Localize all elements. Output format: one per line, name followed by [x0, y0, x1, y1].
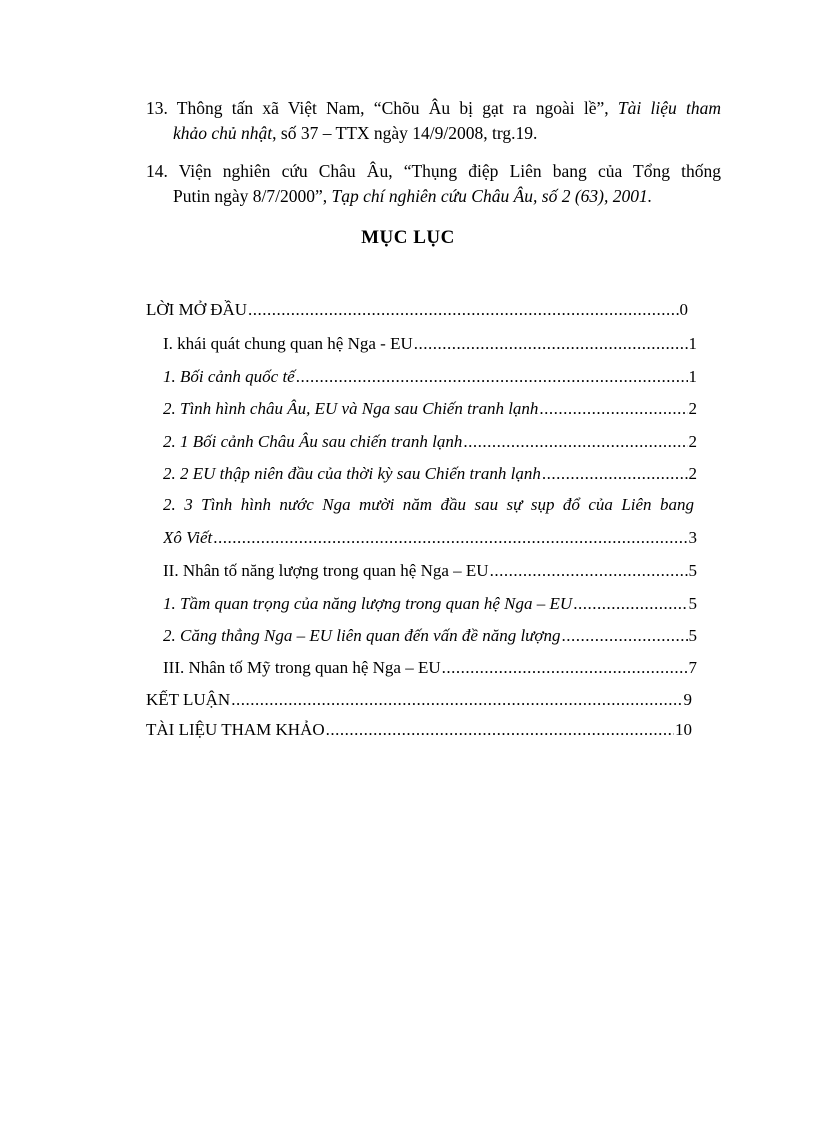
toc-entry[interactable]: [163, 625, 697, 647]
toc-entry-page: 1: [688, 334, 697, 353]
toc-entry[interactable]: [146, 689, 692, 711]
toc-entry[interactable]: [146, 299, 688, 321]
toc-leader-dots: [573, 593, 687, 615]
toc-entry-page: 2: [688, 464, 697, 483]
toc-entry[interactable]: [163, 657, 697, 679]
reference-13-text: 13. Thông tấn xã Việt Nam, “Chõu Âu bị gạt ra ngoài lề”,: [146, 98, 609, 118]
toc-leader-dots: [463, 431, 687, 453]
reference-13-line-2: [146, 121, 721, 146]
reference-14-italic-2: Tạp chí nghiên cứu Châu Âu, số 2 (63), 2001.: [331, 186, 653, 206]
toc-leader-dots: [296, 366, 688, 388]
toc-entry[interactable]: [163, 366, 697, 388]
toc-entry-page: 10: [675, 720, 692, 739]
reference-14-line-1: [146, 159, 721, 184]
reference-13-italic-2: khảo chủ nhật: [173, 123, 273, 143]
toc-entry[interactable]: [163, 593, 697, 615]
toc-leader-dots: [442, 657, 688, 679]
toc-entry[interactable]: [146, 719, 692, 741]
toc-entry-title: TÀI LIỆU THAM KHẢO: [146, 720, 325, 739]
toc-leader-dots: [213, 527, 687, 549]
toc-entry[interactable]: [163, 560, 697, 582]
toc-entry-title: 2. 2 EU thập niên đầu của thời kỳ sau Chiến tranh lạnh: [163, 464, 541, 483]
reference-13: [146, 96, 721, 146]
toc-leader-dots: [248, 299, 678, 321]
toc-entry-title: 2. Tình hình châu Âu, EU và Nga sau Chiến tranh lạnh: [163, 399, 539, 418]
toc-entry-page: 9: [683, 690, 692, 709]
reference-13-text-2: , số 37 – TTX ngày 14/9/2008, trg.19.: [272, 123, 538, 143]
reference-13-italic: Tài liệu tham: [617, 98, 721, 118]
toc-entry-title: III. Nhân tố Mỹ trong quan hệ Nga – EU: [163, 658, 441, 677]
toc-leader-dots: [542, 463, 688, 485]
toc-entry-title: Xô Viết: [163, 528, 213, 547]
toc-leader-dots: [562, 625, 688, 647]
toc-entry-page: 1: [688, 367, 697, 386]
toc-entry-page: 2: [688, 399, 697, 418]
toc-entry-title: 2. Căng thẳng Nga – EU liên quan đến vấn đề năng lượng: [163, 626, 561, 645]
toc-entry[interactable]: [163, 398, 697, 420]
toc-entry-title: 2. 1 Bối cảnh Châu Âu sau chiến tranh lạnh: [163, 432, 463, 451]
toc-entry-page: 3: [688, 528, 697, 547]
toc-leader-dots: [326, 719, 674, 741]
reference-14-text-2: Putin ngày 8/7/2000”,: [173, 186, 328, 206]
toc-entry-title: II. Nhân tố năng lượng trong quan hệ Nga – EU: [163, 561, 489, 580]
toc-entry[interactable]: [163, 431, 697, 453]
toc-leader-dots: [414, 333, 688, 355]
toc-entry[interactable]: [163, 527, 697, 549]
toc-title: MỤC LỤC: [361, 227, 455, 248]
toc-entry-wrapped-line[interactable]: 2. 3 Tình hình nước Nga mười năm đầu sau sự sụp đổ của Liên bang: [163, 495, 694, 514]
toc-leader-dots: [539, 398, 687, 420]
reference-14-text: 14. Viện nghiên cứu Châu Âu, “Thụng điệp Liên bang của Tổng thống: [146, 161, 721, 181]
toc-entry-title: KẾT LUẬN: [146, 690, 231, 709]
toc-entry-title: I. khái quát chung quan hệ Nga - EU: [163, 334, 413, 353]
toc-entry[interactable]: [163, 463, 697, 485]
toc-entry-page: 0: [679, 300, 688, 319]
reference-14-line-2: [146, 184, 721, 209]
toc-entry-page: 5: [688, 561, 697, 580]
toc-entry[interactable]: [163, 333, 697, 355]
toc-leader-dots: [490, 560, 688, 582]
toc-entry-page: 7: [688, 658, 697, 677]
reference-14: [146, 159, 721, 209]
toc-entry-title: 1. Bối cảnh quốc tế: [163, 367, 295, 386]
toc-entry-title: LỜI MỞ ĐẦU: [146, 300, 248, 319]
toc-entry-page: 2: [688, 432, 697, 451]
reference-13-line-1: [146, 96, 721, 121]
toc-entry-title: 1. Tầm quan trọng của năng lượng trong quan hệ Nga – EU: [163, 594, 573, 613]
toc-leader-dots: [231, 689, 682, 711]
toc-entry-page: 5: [688, 626, 697, 645]
toc-entry-page: 5: [688, 594, 697, 613]
